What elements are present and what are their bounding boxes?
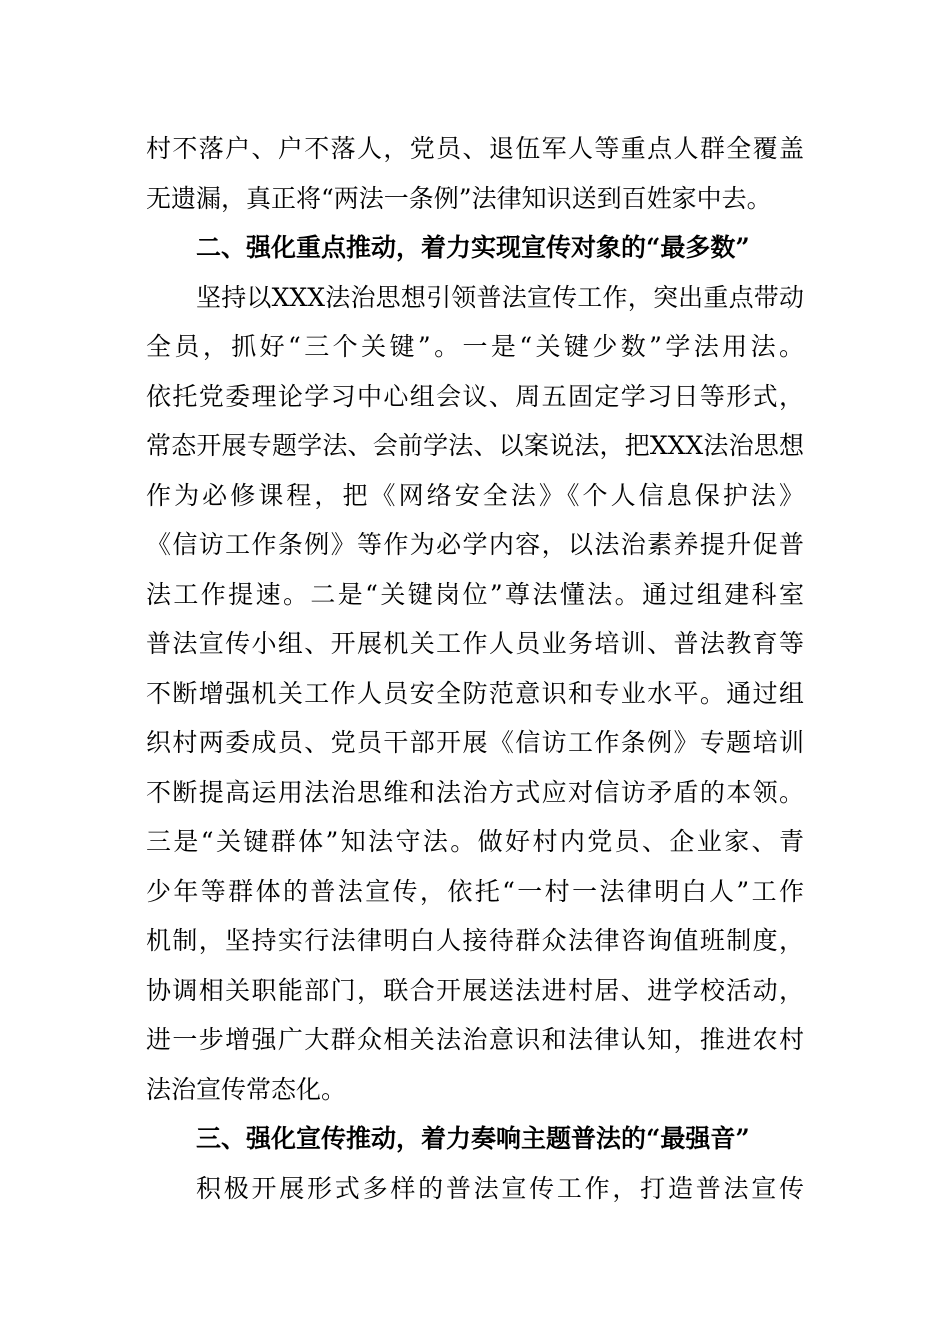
paragraph-line: 坚持以XXX法治思想引领普法宣传工作，突出重点带动	[196, 282, 804, 312]
paragraph-line: 无遗漏，真正将“两法一条例”法律知识送到百姓家中去。	[146, 183, 772, 213]
paragraph-line: 法工作提速。二是“关键岗位”尊法懂法。通过组建科室	[146, 579, 804, 609]
paragraph-line: 织村两委成员、党员干部开展《信访工作条例》专题培训	[146, 728, 804, 757]
paragraph-line: 进一步增强广大群众相关法治意识和法律认知，推进农村	[146, 1025, 804, 1054]
paragraph-line: 法治宣传常态化。	[146, 1074, 347, 1104]
paragraph-line: 机制，坚持实行法律明白人接待群众法律咨询值班制度，	[146, 926, 804, 955]
paragraph-line: 三是“关键群体”知法守法。做好村内党员、企业家、青	[146, 827, 804, 856]
paragraph-line: 不断提高运用法治思维和法治方式应对信访矛盾的本领。	[146, 777, 804, 807]
paragraph-line: 普法宣传小组、开展机关工作人员业务培训、普法教育等	[146, 629, 804, 658]
paragraph-line: 《信访工作条例》等作为必学内容，以法治素养提升促普	[146, 530, 804, 559]
paragraph-line: 依托党委理论学习中心组会议、周五固定学习日等形式，	[146, 381, 804, 411]
section-heading: 二、强化重点推动，着力实现宣传对象的“最多数”	[196, 233, 750, 262]
section-heading: 三、强化宣传推动，着力奏响主题普法的“最强音”	[196, 1124, 750, 1153]
paragraph-line: 常态开展专题学法、会前学法、以案说法，把XXX法治思想	[146, 431, 804, 460]
document-body	[146, 124, 804, 1213]
paragraph-line: 全员，抓好“三个关键”。一是“关键少数”学法用法。	[146, 332, 804, 361]
paragraph-line: 作为必修课程，把《网络安全法》《个人信息保护法》	[146, 480, 804, 510]
paragraph-line: 协调相关职能部门，联合开展送法进村居、进学校活动，	[146, 975, 804, 1005]
paragraph-line: 村不落户、户不落人，党员、退伍军人等重点人群全覆盖	[146, 134, 804, 163]
paragraph-line: 少年等群体的普法宣传，依托“一村一法律明白人”工作	[146, 876, 804, 906]
paragraph-line: 积极开展形式多样的普法宣传工作，打造普法宣传	[196, 1173, 804, 1203]
paragraph-line: 不断增强机关工作人员安全防范意识和专业水平。通过组	[146, 678, 804, 708]
